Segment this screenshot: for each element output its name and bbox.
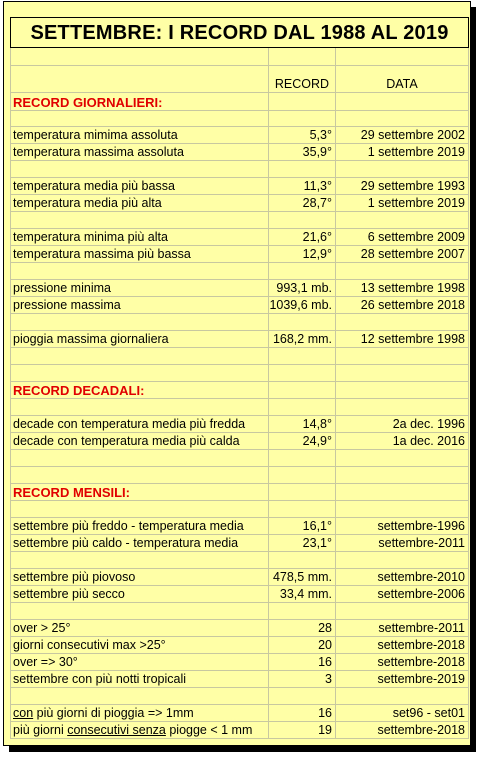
- title-box: [10, 17, 469, 48]
- row-date: 6 settembre 2009: [367, 230, 465, 244]
- grid-line: [10, 670, 469, 671]
- grid-line: [10, 449, 469, 450]
- grid-column-line: [10, 48, 11, 738]
- row-date: settembre-2018: [377, 655, 465, 669]
- grid-line: [10, 551, 469, 552]
- row-label: temperatura media più alta: [13, 196, 162, 210]
- row-label-part: piogge < 1 mm: [165, 723, 253, 737]
- row-label: settembre con più notti tropicali: [13, 672, 187, 686]
- row-date: settembre-2010: [377, 570, 465, 584]
- row-label: temperatura massima più bassa: [13, 247, 191, 261]
- row-date: settembre-2011: [378, 536, 465, 550]
- row-value: 168,2 mm.: [272, 332, 332, 346]
- row-value: 19: [318, 723, 332, 737]
- row-label: [13, 706, 194, 721]
- section-heading-monthly: RECORD MENSILI:: [13, 485, 130, 500]
- section-heading-decadal: RECORD DECADALI:: [13, 383, 145, 398]
- row-label: giorni consecutivi max >25°: [13, 638, 166, 652]
- row-label: over => 30°: [13, 655, 78, 669]
- grid-line: [10, 738, 469, 739]
- underlined-text: consecutivi senza: [67, 723, 166, 737]
- grid-line: [10, 296, 469, 297]
- row-date: 2a dec. 1996: [392, 417, 465, 431]
- grid-line: [10, 279, 469, 280]
- row-label: settembre più freddo - temperatura media: [13, 519, 244, 533]
- grid-line: [10, 653, 469, 654]
- grid-line: [10, 143, 469, 144]
- row-value: 5,3°: [309, 128, 332, 142]
- grid-line: [10, 704, 469, 705]
- row-value: 478,5 mm.: [272, 570, 332, 584]
- row-label: temperatura minima più alta: [13, 230, 168, 244]
- grid-line: [10, 194, 469, 195]
- row-label-part: più giorni: [13, 723, 68, 737]
- row-value: 16: [318, 706, 332, 720]
- grid-line: [10, 415, 469, 416]
- row-value: 20: [318, 638, 332, 652]
- row-date: 1a dec. 2016: [392, 434, 465, 448]
- row-label: temperatura mimima assoluta: [13, 128, 178, 142]
- row-date: 1 settembre 2019: [367, 145, 465, 159]
- row-value: 14,8°: [302, 417, 332, 431]
- row-date: 12 settembre 1998: [360, 332, 465, 346]
- row-label: decade con temperatura media più fredda: [13, 417, 246, 431]
- row-label: settembre più secco: [13, 587, 125, 601]
- grid-line: [10, 687, 469, 688]
- grid-line: [10, 619, 469, 620]
- grid-line: [10, 364, 469, 365]
- row-label: pressione massima: [13, 298, 121, 312]
- grid-line: [10, 721, 469, 722]
- row-value: 35,9°: [302, 145, 332, 159]
- row-value: 993,1 mb.: [276, 281, 332, 295]
- grid-line: [10, 160, 469, 161]
- header-record: RECORD: [274, 77, 330, 91]
- row-value: 16: [318, 655, 332, 669]
- grid-line: [10, 398, 469, 399]
- row-date: settembre-2018: [377, 638, 465, 652]
- grid-line: [10, 534, 469, 535]
- row-date: 1 settembre 2019: [367, 196, 465, 210]
- grid-line: [10, 636, 469, 637]
- row-date: 13 settembre 1998: [360, 281, 465, 295]
- header-date: DATA: [386, 77, 418, 91]
- row-value: 16,1°: [302, 519, 332, 533]
- row-date: 29 settembre 1993: [360, 179, 465, 193]
- row-value: 11,3°: [303, 179, 332, 193]
- grid-line: [10, 211, 469, 212]
- row-label: settembre più caldo - temperatura media: [13, 536, 239, 550]
- frame-shadow-bottom: [9, 746, 476, 752]
- section-heading-daily: RECORD GIORNALIERI:: [13, 95, 163, 110]
- row-label: temperatura media più bassa: [13, 179, 175, 193]
- grid-line: [10, 313, 469, 314]
- grid-line: [10, 245, 469, 246]
- grid-line: [10, 568, 469, 569]
- grid-line: [10, 110, 469, 111]
- row-date: 26 settembre 2018: [360, 298, 465, 312]
- grid-line: [10, 381, 469, 382]
- grid-column-line: [335, 48, 336, 738]
- row-label: temperatura massima assoluta: [13, 145, 184, 159]
- grid-line: [10, 228, 469, 229]
- row-date: settembre-2018: [377, 723, 465, 737]
- grid-line: [10, 262, 469, 263]
- row-date: settembre-2019: [377, 672, 465, 686]
- row-value: 23,1°: [302, 536, 332, 550]
- grid-line: [10, 466, 469, 467]
- row-value: 12,9°: [302, 247, 332, 261]
- row-date: settembre-2011: [378, 621, 465, 635]
- row-value: 28,7°: [302, 196, 332, 210]
- row-date: settembre-2006: [377, 587, 465, 601]
- row-label: decade con temperatura media più calda: [13, 434, 240, 448]
- row-value: 1039,6 mb.: [269, 298, 332, 312]
- row-value: 28: [318, 621, 332, 635]
- grid-column-line: [468, 48, 469, 738]
- row-label: pioggia massima giornaliera: [13, 332, 169, 346]
- grid-line: [10, 177, 469, 178]
- grid-line: [10, 500, 469, 501]
- grid-line: [10, 432, 469, 433]
- grid-line: [10, 65, 469, 66]
- row-label-part: più giorni di pioggia => 1mm: [33, 706, 194, 720]
- row-label: over > 25°: [13, 621, 71, 635]
- grid-column-line: [268, 48, 269, 738]
- underlined-text: con: [13, 706, 34, 720]
- row-date: 29 settembre 2002: [360, 128, 465, 142]
- grid-line: [10, 602, 469, 603]
- row-label: pressione minima: [13, 281, 111, 295]
- grid-line: [10, 585, 469, 586]
- row-value: 24,9°: [302, 434, 332, 448]
- row-date: settembre-1996: [377, 519, 465, 533]
- grid-line: [10, 92, 469, 93]
- row-date: set96 - set01: [392, 706, 465, 720]
- page-title: SETTEMBRE: I RECORD DAL 1988 AL 2019: [30, 22, 449, 44]
- grid-line: [10, 483, 469, 484]
- grid-line: [10, 126, 469, 127]
- row-date: 28 settembre 2007: [360, 247, 465, 261]
- grid-line: [10, 517, 469, 518]
- frame-shadow-right: [471, 7, 476, 752]
- row-label: settembre più piovoso: [13, 570, 136, 584]
- row-label: [13, 723, 252, 738]
- grid-line: [10, 330, 469, 331]
- grid-line: [10, 347, 469, 348]
- row-value: 21,6°: [302, 230, 332, 244]
- row-value: 33,4 mm.: [279, 587, 332, 601]
- row-value: 3: [325, 672, 332, 686]
